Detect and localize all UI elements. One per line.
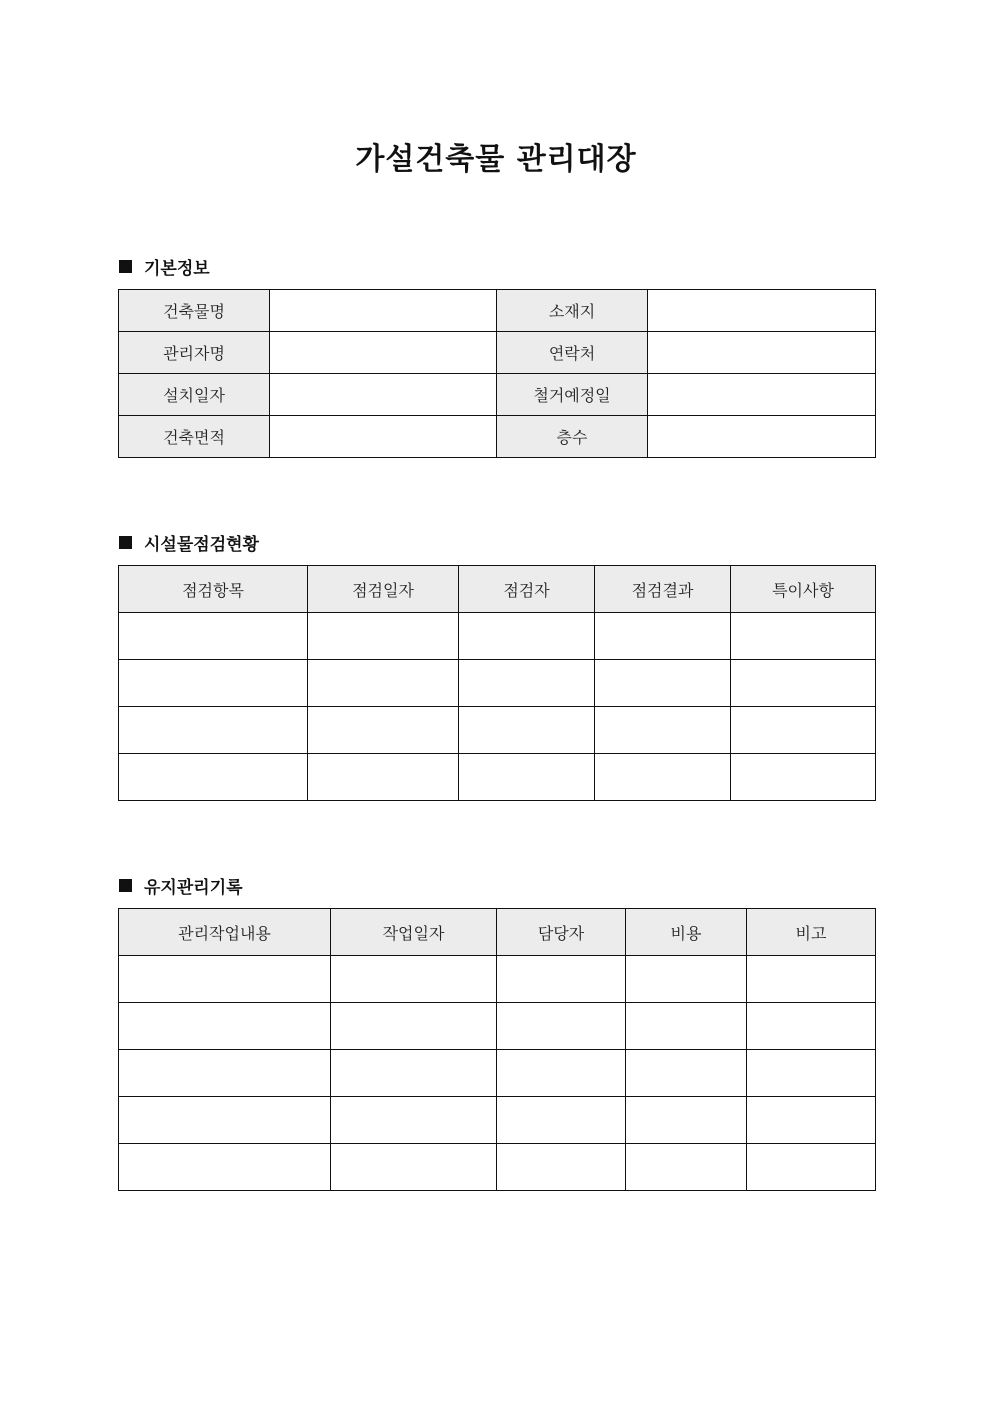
- column-header: 점검일자: [308, 566, 459, 613]
- field-label: 건축면적: [119, 416, 270, 458]
- table-cell[interactable]: [626, 1097, 747, 1144]
- table-cell[interactable]: [595, 613, 731, 660]
- maintenance-table: [118, 908, 876, 1191]
- column-header: 특이사항: [731, 566, 876, 613]
- table-cell[interactable]: [119, 1003, 331, 1050]
- table-cell[interactable]: [308, 754, 459, 801]
- table-cell[interactable]: [331, 1003, 497, 1050]
- table-row: [119, 956, 876, 1003]
- building-area-field[interactable]: [270, 416, 497, 458]
- section-heading-text: 시설물점검현황: [144, 535, 259, 555]
- column-header: 점검자: [459, 566, 595, 613]
- floors-field[interactable]: [648, 416, 876, 458]
- table-cell[interactable]: [459, 754, 595, 801]
- table-cell[interactable]: [747, 1097, 876, 1144]
- table-cell[interactable]: [308, 707, 459, 754]
- field-label: 건축물명: [119, 290, 270, 332]
- table-cell[interactable]: [497, 1003, 626, 1050]
- table-row: [119, 660, 876, 707]
- table-cell[interactable]: [626, 1144, 747, 1191]
- table-row: [119, 1003, 876, 1050]
- table-cell[interactable]: [747, 1050, 876, 1097]
- section-heading-text: 유지관리기록: [144, 878, 243, 898]
- table-cell[interactable]: [119, 1144, 331, 1191]
- table-row: [119, 707, 876, 754]
- table-row: [119, 416, 876, 458]
- table-row: [119, 374, 876, 416]
- table-cell[interactable]: [731, 613, 876, 660]
- section-heading-inspection: [119, 530, 259, 555]
- inspection-table: [118, 565, 876, 801]
- column-header: 점검항목: [119, 566, 308, 613]
- table-cell[interactable]: [119, 754, 308, 801]
- field-label: 설치일자: [119, 374, 270, 416]
- square-bullet-icon: [119, 260, 132, 273]
- table-cell[interactable]: [731, 660, 876, 707]
- table-cell[interactable]: [747, 1144, 876, 1191]
- table-cell[interactable]: [459, 613, 595, 660]
- building-name-field[interactable]: [270, 290, 497, 332]
- square-bullet-icon: [119, 879, 132, 892]
- section-heading-maintenance: [119, 873, 243, 898]
- table-cell[interactable]: [497, 1144, 626, 1191]
- field-label: 관리자명: [119, 332, 270, 374]
- manager-name-field[interactable]: [270, 332, 497, 374]
- table-cell[interactable]: [119, 1050, 331, 1097]
- table-cell[interactable]: [119, 956, 331, 1003]
- basic-info-table: [118, 289, 876, 458]
- contact-field[interactable]: [648, 332, 876, 374]
- column-header: 관리작업내용: [119, 909, 331, 956]
- table-cell[interactable]: [459, 707, 595, 754]
- table-cell[interactable]: [119, 613, 308, 660]
- table-row: [119, 754, 876, 801]
- column-header: 점검결과: [595, 566, 731, 613]
- table-cell[interactable]: [497, 1050, 626, 1097]
- table-cell[interactable]: [308, 613, 459, 660]
- table-cell[interactable]: [331, 1050, 497, 1097]
- table-cell[interactable]: [308, 660, 459, 707]
- column-header: 작업일자: [331, 909, 497, 956]
- section-heading-text: 기본정보: [144, 259, 210, 279]
- table-row: [119, 290, 876, 332]
- column-header: 담당자: [497, 909, 626, 956]
- table-row: [119, 613, 876, 660]
- table-row: [119, 1097, 876, 1144]
- removal-date-field[interactable]: [648, 374, 876, 416]
- table-cell[interactable]: [119, 707, 308, 754]
- table-cell[interactable]: [497, 1097, 626, 1144]
- table-cell[interactable]: [747, 1003, 876, 1050]
- table-cell[interactable]: [626, 956, 747, 1003]
- table-cell[interactable]: [595, 660, 731, 707]
- table-header-row: [119, 909, 876, 956]
- document-title: 가설건축물 관리대장: [355, 142, 637, 177]
- square-bullet-icon: [119, 536, 132, 549]
- field-label: 연락처: [497, 332, 648, 374]
- table-row: [119, 1050, 876, 1097]
- column-header: 비고: [747, 909, 876, 956]
- location-field[interactable]: [648, 290, 876, 332]
- table-row: [119, 332, 876, 374]
- table-cell[interactable]: [119, 1097, 331, 1144]
- table-cell[interactable]: [747, 956, 876, 1003]
- field-label: 층수: [497, 416, 648, 458]
- table-cell[interactable]: [626, 1050, 747, 1097]
- table-cell[interactable]: [119, 660, 308, 707]
- table-cell[interactable]: [331, 1097, 497, 1144]
- table-cell[interactable]: [331, 1144, 497, 1191]
- table-cell[interactable]: [626, 1003, 747, 1050]
- field-label: 철거예정일: [497, 374, 648, 416]
- section-heading-basic-info: [119, 254, 210, 279]
- install-date-field[interactable]: [270, 374, 497, 416]
- table-cell[interactable]: [497, 956, 626, 1003]
- table-cell[interactable]: [731, 754, 876, 801]
- table-cell[interactable]: [731, 707, 876, 754]
- table-header-row: [119, 566, 876, 613]
- table-cell[interactable]: [595, 707, 731, 754]
- table-cell[interactable]: [331, 956, 497, 1003]
- table-cell[interactable]: [595, 754, 731, 801]
- table-row: [119, 1144, 876, 1191]
- column-header: 비용: [626, 909, 747, 956]
- table-cell[interactable]: [459, 660, 595, 707]
- field-label: 소재지: [497, 290, 648, 332]
